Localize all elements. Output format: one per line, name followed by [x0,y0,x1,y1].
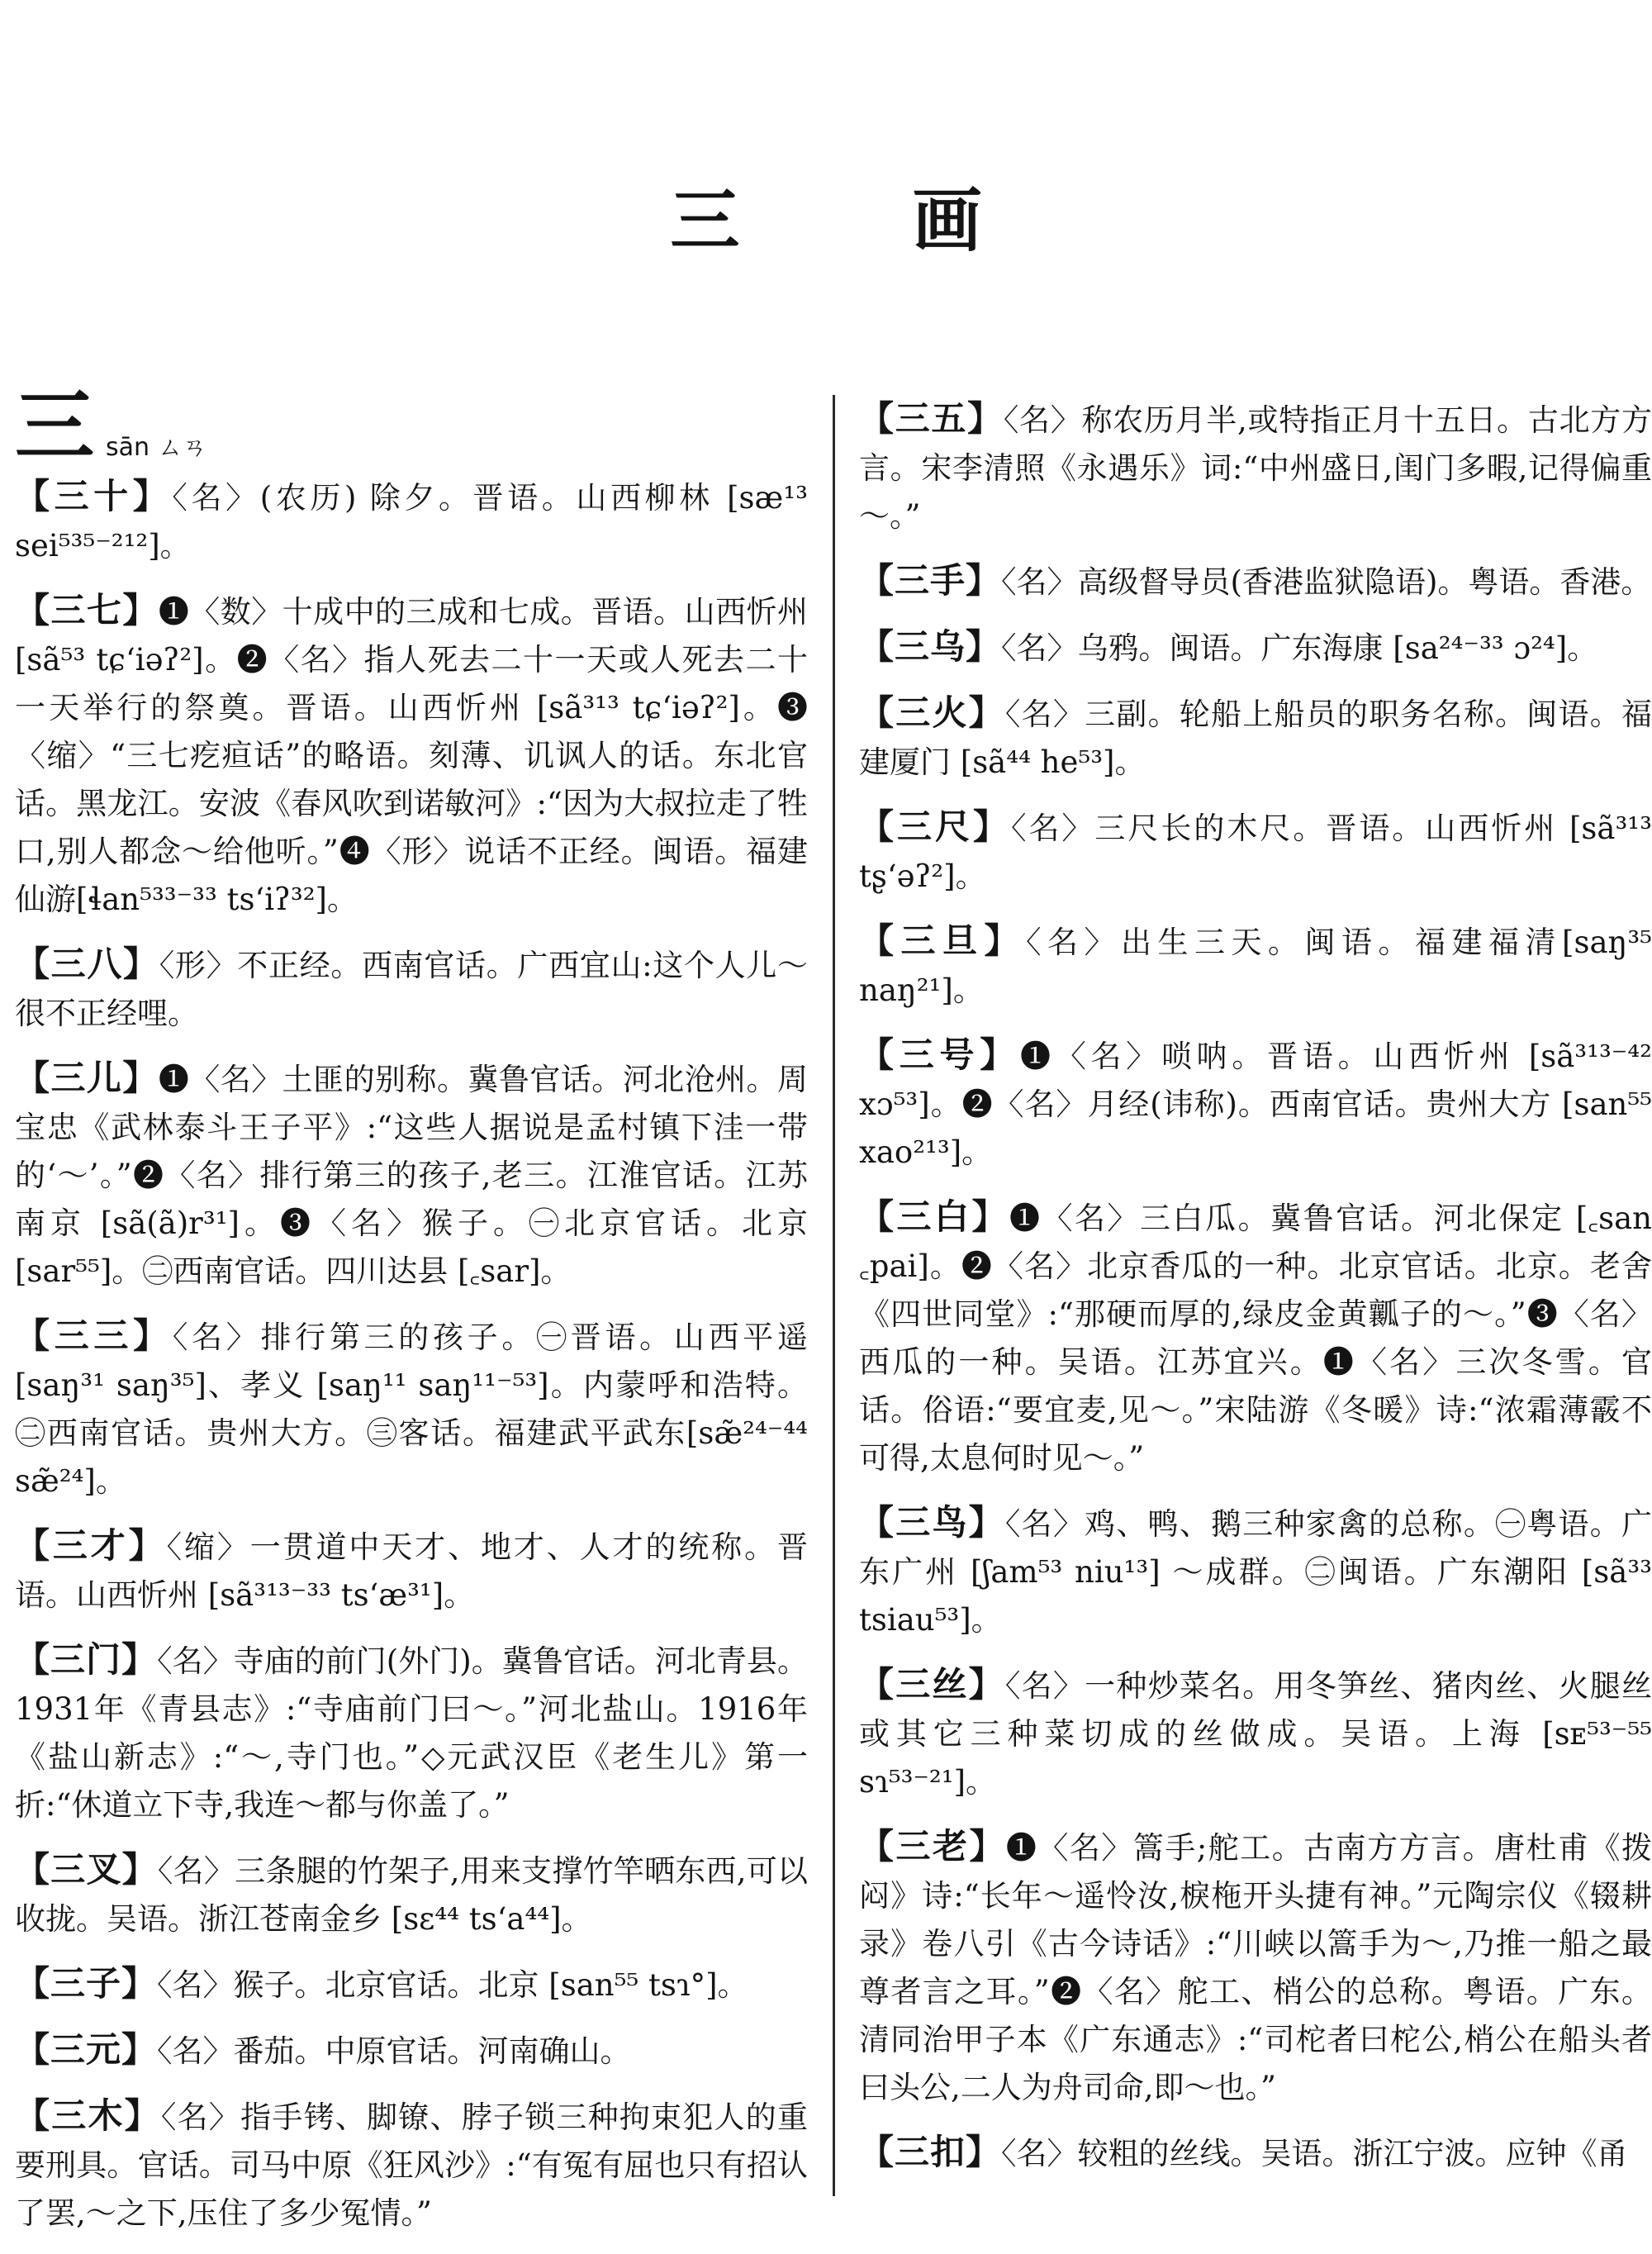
entry-definition: 〈名〉(农历) 除夕。晋语。山西柳林 [sæ¹³ sei⁵³⁵⁻²¹²]。 [15,480,808,564]
entry-definition: 〈名〉较粗的丝线。吴语。浙江宁波。应钟《甬 [1001,2136,1628,2171]
dictionary-entry [15,2026,808,2076]
left-column [15,379,808,2254]
entry-headword: 【三丝】 [859,1664,1005,1705]
entry-definition: 〈名〉一种炒菜名。用冬笋丝、猪肉丝、火腿丝或其它三种菜切成的丝做成。吴语。上海 [sᴇ⁵³⁻⁵⁵ sɿ⁵³⁻²¹]。 [859,1668,1652,1800]
right-entry-list [859,395,1652,2178]
entry-headword: 【三子】 [15,1963,158,2004]
entry-definition: 〈名〉乌鸦。闽语。广东海康 [sa²⁴⁻³³ ɔ²⁴]。 [1001,630,1598,666]
page-title: 三 画 [670,179,1056,261]
dictionary-entry [859,1193,1652,1482]
entry-headword: 【三十】 [15,476,173,516]
dictionary-entry [859,917,1652,1015]
entry-headword: 【三七】 [15,590,159,630]
entry-headword: 【三儿】 [15,1058,159,1098]
dictionary-entry [15,1636,808,1829]
head-character-pinyin: sān ㄙㄢ [106,433,207,462]
dictionary-entry [859,1823,1652,2112]
dictionary-entry [859,689,1652,787]
dictionary-entry [859,623,1652,673]
dictionary-entry [15,1312,808,1505]
dictionary-entry [15,1522,808,1619]
entry-definition: 〈名〉指手铐、脚镣、脖子锁三种拘束犯人的重要刑具。官话。司马中原《狂风沙》:“有冤有屈也只有招认了罢,～之下,压住了多少冤情。” [15,2099,808,2231]
entry-headword: 【三八】 [15,944,159,984]
dictionary-entry [859,1661,1652,1806]
entry-headword: 【三尺】 [859,806,1011,847]
entry-definition: 〈名〉称农历月半,或特指正月十五日。古北方方言。宋李清照《永遇乐》词:“中州盛日,闺门多暇,记得偏重～。” [859,402,1652,534]
dictionary-entry [859,803,1652,901]
entry-definition: 〈缩〉一贯道中天才、地才、人才的统称。晋语。山西忻州 [sã³¹³⁻³³ tsʻæ³¹]。 [15,1529,808,1613]
entry-definition: ❶〈数〉十成中的三成和七成。晋语。山西忻州 [sã⁵³ tɕʻiəʔ²]。❷〈名〉指人死去二十一天或人死去二十一天举行的祭奠。晋语。山西忻州 [sã³¹³ tɕʻiəʔ²]。❸〈缩〉“三七疙疸话”的略语。刻薄、讥讽人的话。东北官话。黑龙江。安波《春风吹到诺敏河》:“因为大叔拉走了牲口,别人都念～给他听。”❹〈形〉说话不正经。闽语。福建仙游[ɬan⁵³³⁻³³ tsʻiʔ³²]。 [15,594,808,917]
dictionary-entry [15,1846,808,1943]
entry-headword: 【三门】 [15,1639,158,1680]
entry-definition: 〈名〉出生三天。闽语。福建福清[saŋ³⁵ naŋ²¹]。 [859,925,1652,1008]
dictionary-entry [859,557,1652,606]
entry-headword: 【三手】 [859,560,1002,601]
right-column [859,395,1652,2195]
dictionary-entry [15,2092,808,2237]
entry-headword: 【三扣】 [859,2132,1002,2172]
entry-definition: 〈名〉鸡、鸭、鹅三种家禽的总称。㊀粤语。广东广州 [ʃam⁵³ niu¹³] ～成群。㊁闽语。广东潮阳 [sã³³ tsiau⁵³]。 [859,1506,1652,1638]
entry-definition: ❶〈名〉三白瓜。冀鲁官话。河北保定 [꜀san ꜀pai]。❷〈名〉北京香瓜的一种。北京官话。北京。老舍《四世同堂》:“那硬而厚的,绿皮金黄瓤子的～。”❸〈名〉西瓜的一种。吴语。江苏宜兴。❶〈名〉三次冬雪。官话。俗语:“要宜麦,见～。”宋陆游《冬暖》诗:“浓霜薄霰不可得,太息何时见～。” [859,1201,1652,1476]
entry-definition: 〈名〉高级督导员(香港监狱隐语)。粤语。香港。 [1001,564,1652,600]
entry-definition: 〈名〉寺庙的前门(外门)。冀鲁官话。河北青县。1931年《青县志》:“寺庙前门曰～。”河北盐山。1916年《盐山新志》:“～,寺门也。”◇元武汉臣《老生儿》第一折:“休道立下寺,我连～都与你盖了。” [15,1643,808,1823]
dictionary-entry [15,587,808,924]
entry-headword: 【三叉】 [15,1849,158,1890]
entry-headword: 【三火】 [859,692,1005,733]
entry-headword: 【三老】 [859,1826,1006,1866]
entry-headword: 【三鸟】 [859,1502,1005,1543]
dictionary-entry [859,1031,1652,1177]
dictionary-entry [15,940,808,1038]
entry-definition: 〈名〉排行第三的孩子。㊀晋语。山西平遥[saŋ³¹ saŋ³⁵]、孝义 [saŋ¹¹ saŋ¹¹⁻⁵³]。内蒙呼和浩特。㊁西南官话。贵州大方。㊂客话。福建武平武东[sæ̃²⁴⁻⁴⁴ sæ̃²⁴]。 [15,1320,808,1499]
entry-definition: ❶〈名〉土匪的别称。冀鲁官话。河北沧州。周宝忠《武林泰斗王子平》:“这些人据说是孟村镇下洼一带的‘～’。”❷〈名〉排行第三的孩子,老三。江淮官话。江苏南京 [sã(ã)r³¹]。❸〈名〉猴子。㊀北京官话。北京[sar⁵⁵]。㊁西南官话。四川达县 [꜀sar]。 [15,1062,808,1289]
entry-definition: 〈形〉不正经。西南官话。广西宜山:这个人儿～很不正经哩。 [15,948,808,1031]
entry-headword: 【三乌】 [859,626,1002,667]
head-character-glyph: 三 [15,379,94,473]
dictionary-entry [15,1960,808,2009]
entry-definition: 〈名〉三条腿的竹架子,用来支撑竹竿晒东西,可以收拢。吴语。浙江苍南金乡 [sɛ⁴⁴ tsʻa⁴⁴]。 [15,1853,808,1937]
dictionary-entry [15,473,808,570]
entry-headword: 【三白】 [859,1196,1010,1237]
entry-headword: 【三旦】 [859,920,1027,961]
entry-definition: ❶〈名〉唢呐。晋语。山西忻州 [sã³¹³⁻⁴² xɔ⁵³]。❷〈名〉月经(讳称)。西南官话。贵州大方 [san⁵⁵ xao²¹³]。 [859,1039,1652,1170]
column-divider [833,395,835,2196]
entry-definition: 〈名〉番茄。中原官话。河南确山。 [157,2033,631,2069]
entry-headword: 【三五】 [859,398,1004,439]
dictionary-entry [859,395,1652,540]
head-character [15,379,808,473]
entry-definition: 〈名〉猴子。北京官话。北京 [san⁵⁵ tsɿ°]。 [157,1967,748,2003]
dictionary-entry [15,1054,808,1296]
entry-definition: 〈名〉三副。轮船上船员的职务名称。闽语。福建厦门 [sã⁴⁴ he⁵³]。 [859,697,1652,780]
entry-definition: ❶〈名〉篙手;舵工。古南方方言。唐杜甫《拨闷》诗:“长年～遥怜汝,棙柂开头捷有神。”元陶宗仪《辍耕录》卷八引《古今诗话》:“川峡以篙手为～,乃推一船之最尊者言之耳。”❷〈名〉舵工、梢公的总称。粤语。广东。清同治甲子本《广东通志》:“司柁者曰柁公,梢公在船头者曰头公,二人为舟司命,即～也。” [859,1830,1652,2105]
entry-definition: 〈名〉三尺长的木尺。晋语。山西忻州 [sã³¹³ tʂʻəʔ²]。 [859,811,1652,894]
entry-headword: 【三元】 [15,2029,158,2070]
dictionary-entry [859,1499,1652,1644]
entry-headword: 【三三】 [15,1315,173,1356]
entry-headword: 【三才】 [15,1525,167,1566]
dictionary-entry [859,2128,1652,2178]
left-entry-list [15,473,808,2237]
entry-headword: 【三号】 [859,1034,1020,1075]
entry-headword: 【三木】 [15,2095,161,2136]
